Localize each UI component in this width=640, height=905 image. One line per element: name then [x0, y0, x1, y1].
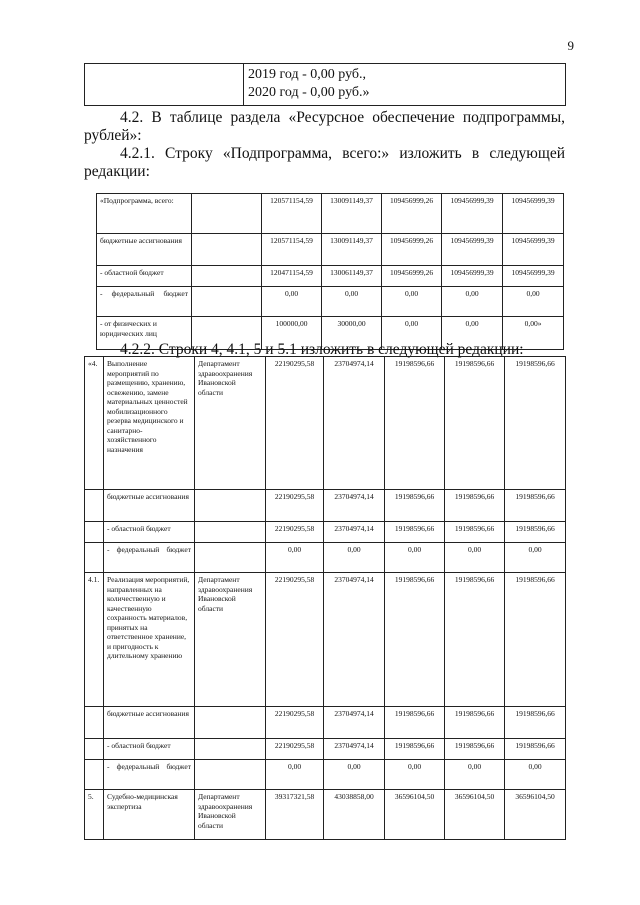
row-number: [85, 522, 104, 543]
value-cell: 36596104,50: [505, 790, 566, 840]
row-executor: [195, 739, 266, 760]
funding-2019: 2019 год - 0,00 руб.,: [248, 67, 367, 82]
value-cell: 0,00: [385, 543, 445, 573]
value-cell: 0,00: [505, 543, 566, 573]
value-cell: 120471154,59: [262, 266, 322, 287]
value-cell: 0,00: [262, 287, 322, 317]
value-cell: 22190295,58: [266, 573, 324, 707]
row-number: [85, 760, 104, 790]
value-cell: 0,00: [324, 760, 385, 790]
value-cell: 0,00: [382, 287, 442, 317]
row-executor: [192, 194, 262, 234]
row-executor: Департамент здравоохранения Ивановской области: [195, 573, 266, 707]
value-cell: 109456999,26: [382, 194, 442, 234]
row-name: - от физических и юридических лиц: [97, 317, 192, 350]
row-name: бюджетные ассигнования: [97, 234, 192, 266]
table-row: [97, 194, 564, 234]
value-cell: 109456999,39: [442, 234, 503, 266]
row-name: бюджетные ассигнования: [104, 707, 195, 739]
paragraph-4-2-1: 4.2.1. Строку «Подпрограмма, всего:» изложить в следующей редакции:: [84, 145, 565, 180]
row-name: - федеральный бюджет: [97, 287, 192, 317]
value-cell: 39317321,58: [266, 790, 324, 840]
row-executor: Департамент здравоохранения Ивановской области: [195, 790, 266, 840]
value-cell: 109456999,39: [442, 194, 503, 234]
row-number: «4.: [85, 357, 104, 490]
value-cell: 22190295,58: [266, 739, 324, 760]
value-cell: 0,00: [266, 543, 324, 573]
row-number: 4.1.: [85, 573, 104, 707]
value-cell: 23704974,14: [324, 357, 385, 490]
value-cell: 36596104,50: [445, 790, 505, 840]
value-cell: 22190295,58: [266, 707, 324, 739]
row-name: - областной бюджет: [104, 739, 195, 760]
table-row: [85, 357, 566, 490]
value-cell: 0,00: [442, 317, 503, 350]
value-cell: 0,00: [324, 543, 385, 573]
row-name: Судебно-медицинская экспертиза: [104, 790, 195, 840]
value-cell: 19198596,66: [385, 573, 445, 707]
table-row: [85, 760, 566, 790]
row-number: [85, 739, 104, 760]
table-row: [85, 490, 566, 522]
value-cell: 109456999,39: [503, 234, 564, 266]
value-cell: 0,00: [445, 760, 505, 790]
table-row: [85, 790, 566, 840]
value-cell: 19198596,66: [505, 707, 566, 739]
value-cell: 109456999,39: [503, 194, 564, 234]
row-executor: [192, 266, 262, 287]
value-cell: 100000,00: [262, 317, 322, 350]
row-executor: Департамент здравоохранения Ивановской области: [195, 357, 266, 490]
value-cell: 0,00: [385, 760, 445, 790]
value-cell: 19198596,66: [445, 739, 505, 760]
subprogram-total-table: [96, 193, 564, 350]
value-cell: 22190295,58: [266, 357, 324, 490]
funding-2020: 2020 год - 0,00 руб.»: [248, 85, 370, 100]
table-row: [85, 573, 566, 707]
activities-table: [84, 356, 566, 840]
value-cell: 0,00: [442, 287, 503, 317]
page-number: 9: [567, 38, 574, 53]
table-row: [85, 707, 566, 739]
value-cell: 36596104,50: [385, 790, 445, 840]
row-number: 5.: [85, 790, 104, 840]
value-cell: 0,00»: [503, 317, 564, 350]
table-row: [97, 266, 564, 287]
table-row: [85, 543, 566, 573]
table-row: [85, 522, 566, 543]
value-cell: 109456999,39: [442, 266, 503, 287]
top-table-funding-cell: [244, 64, 566, 106]
value-cell: 19198596,66: [385, 739, 445, 760]
value-cell: 19198596,66: [385, 490, 445, 522]
value-cell: 23704974,14: [324, 707, 385, 739]
value-cell: 23704974,14: [324, 490, 385, 522]
value-cell: 19198596,66: [505, 739, 566, 760]
row-name: - федеральный бюджет: [104, 543, 195, 573]
value-cell: 0,00: [505, 760, 566, 790]
value-cell: 19198596,66: [445, 707, 505, 739]
value-cell: 130091149,37: [322, 234, 382, 266]
row-executor: [192, 287, 262, 317]
value-cell: 109456999,39: [503, 266, 564, 287]
value-cell: 23704974,14: [324, 573, 385, 707]
value-cell: 0,00: [503, 287, 564, 317]
value-cell: 19198596,66: [505, 357, 566, 490]
row-executor: [195, 760, 266, 790]
table-row: [85, 739, 566, 760]
value-cell: 19198596,66: [445, 357, 505, 490]
row-name: «Подпрограмма, всего:: [97, 194, 192, 234]
row-executor: [195, 522, 266, 543]
value-cell: 130061149,37: [322, 266, 382, 287]
value-cell: 0,00: [266, 760, 324, 790]
value-cell: 19198596,66: [505, 490, 566, 522]
value-cell: 19198596,66: [385, 707, 445, 739]
value-cell: 22190295,58: [266, 490, 324, 522]
value-cell: 0,00: [322, 287, 382, 317]
row-name: - областной бюджет: [104, 522, 195, 543]
row-name: бюджетные ассигнования: [104, 490, 195, 522]
row-name: - федеральный бюджет: [104, 760, 195, 790]
value-cell: 30000,00: [322, 317, 382, 350]
row-number: [85, 543, 104, 573]
row-number: [85, 490, 104, 522]
value-cell: 22190295,58: [266, 522, 324, 543]
paragraph-4-2-2: 4.2.2. Строки 4, 4.1, 5 и 5.1 изложить в следующей редакции:: [120, 341, 524, 358]
value-cell: 19198596,66: [385, 522, 445, 543]
value-cell: 120571154,59: [262, 234, 322, 266]
value-cell: 19198596,66: [445, 573, 505, 707]
paragraph-4-2: 4.2. В таблице раздела «Ресурсное обеспечение подпрограммы, рублей»:: [84, 109, 565, 144]
value-cell: 0,00: [382, 317, 442, 350]
row-executor: [192, 234, 262, 266]
value-cell: 43038858,00: [324, 790, 385, 840]
value-cell: 109456999,26: [382, 234, 442, 266]
value-cell: 23704974,14: [324, 739, 385, 760]
value-cell: 109456999,26: [382, 266, 442, 287]
row-name: - областной бюджет: [97, 266, 192, 287]
value-cell: 19198596,66: [385, 357, 445, 490]
row-executor: [195, 490, 266, 522]
value-cell: 0,00: [445, 543, 505, 573]
table-row: [97, 287, 564, 317]
value-cell: 130091149,37: [322, 194, 382, 234]
row-executor: [195, 543, 266, 573]
value-cell: 19198596,66: [445, 490, 505, 522]
row-name: Выполнение мероприятий по размещению, хранению, освежению, замене материальных ценностей мобилизационного резерва медицинского и санитарно-хозяйственного назначения: [104, 357, 195, 490]
row-executor: [195, 707, 266, 739]
top-table-empty-cell: [85, 64, 244, 106]
value-cell: 23704974,14: [324, 522, 385, 543]
row-name: Реализация мероприятий, направленных на количественную и качественную сохранность материалов, принятых на ответственное хранение, и пригодность к длительному хранению: [104, 573, 195, 707]
table-row: [97, 234, 564, 266]
value-cell: 120571154,59: [262, 194, 322, 234]
top-table-fragment: [84, 63, 566, 106]
row-number: [85, 707, 104, 739]
value-cell: 19198596,66: [445, 522, 505, 543]
value-cell: 19198596,66: [505, 522, 566, 543]
value-cell: 19198596,66: [505, 573, 566, 707]
